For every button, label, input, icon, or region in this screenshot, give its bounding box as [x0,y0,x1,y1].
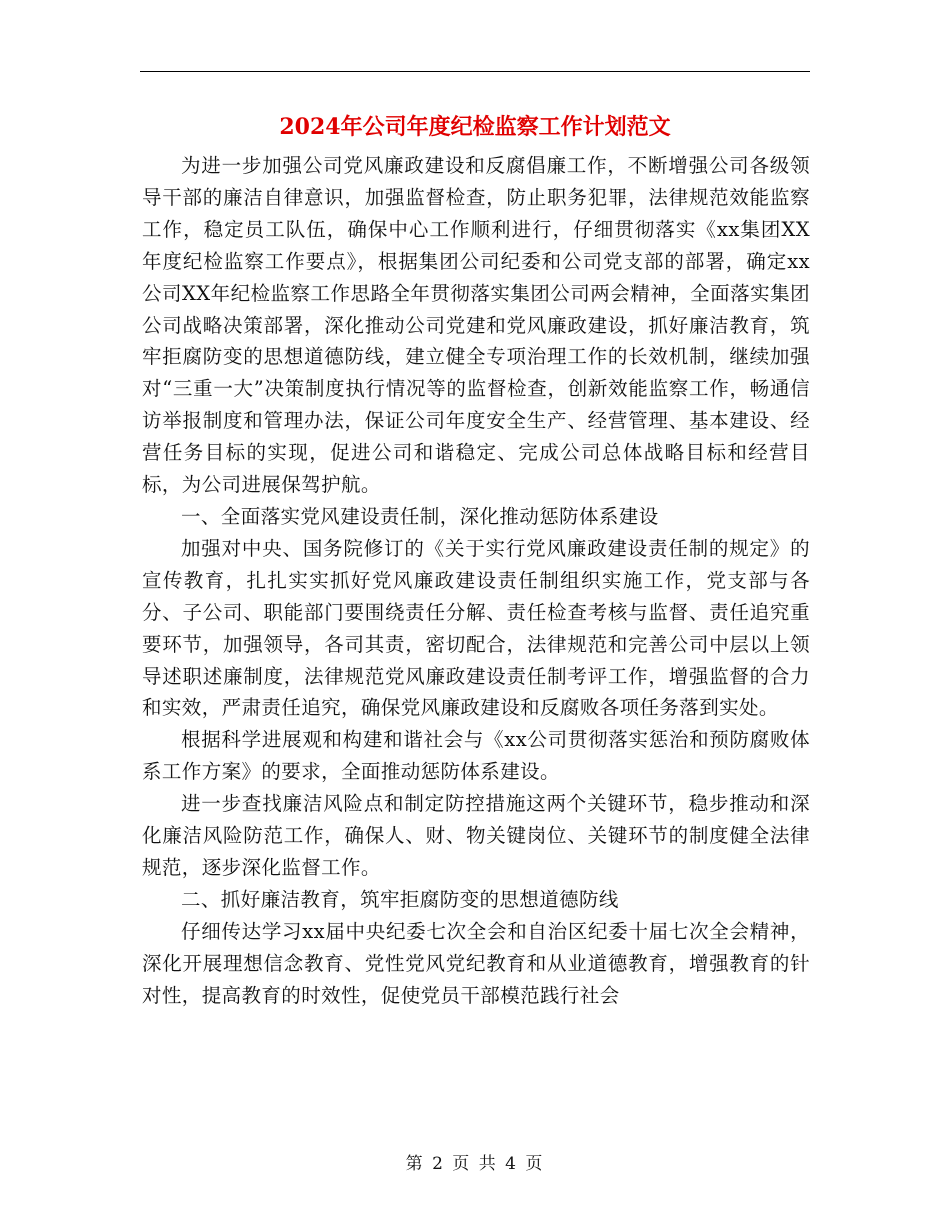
document-body [142,150,810,1011]
paragraph-risk-points: 进一步查找廉洁风险点和制定防控措施这两个关键环节，稳步推动和深化廉洁风险防范工作，确保人、财、物关键岗位、关键环节的制度健全法律规范，逐步深化监督工作。 [142,792,810,879]
section-heading-1: 一、全面落实党风建设责任制，深化推动惩防体系建设 [181,504,659,528]
page-number-footer: 第 2 页 共 4 页 [405,1154,545,1174]
paragraph-education: 仔细传达学习xx届中央纪委七次全会和自治区纪委十届七次全会精神，深化开展理想信念教育、党性党风党纪教育和从业道德教育，增强教育的针对性，提高教育的时效性，促使党员干部模范践行社会 [142,919,810,1007]
document-title: 2024年公司年度纪检监察工作计划范文 [279,114,671,140]
paragraph-intro: 为进一步加强公司党风廉政建设和反腐倡廉工作，不断增强公司各级领导干部的廉洁自律意识，加强监督检查，防止职务犯罪，法律规范效能监察工作，稳定员工队伍，确保中心工作顺利进行，仔细贯彻落实《xx集团XX年度纪检监察工作要点》，根据集团公司纪委和公司党支部的部署，确定xx公司XX年纪检监察工作思路全年贯彻落实集团公司两会精神，全面落实集团公司战略决策部署，深化推动公司党建和党风廉政建设，抓好廉洁教育，筑牢拒腐防变的思想道德防线，建立健全专项治理工作的长效机制，继续加强对“三重一大”决策制度执行情况等的监督检查，创新效能监察工作，畅通信访举报制度和管理办法，保证公司年度安全生产、经营管理、基本建设、经营任务目标的实现，促进公司和谐稳定、完成公司总体战略目标和经营目标，为公司进展保驾护航。 [142,154,810,497]
paragraph-prevention-system: 根据科学进展观和构建和谐社会与《xx公司贯彻落实惩治和预防腐败体系工作方案》的要求，全面推动惩防体系建设。 [142,728,810,784]
paragraph-responsibility: 加强对中央、国务院修订的《关于实行党风廉政建设责任制的规定》的宣传教育，扎扎实实抓好党风廉政建设责任制组织实施工作，党支部与各分、子公司、职能部门要围绕责任分解、责任检查考核与监督、责任追究重要环节，加强领导，各司其责，密切配合，法律规范和完善公司中层以上领导述职述廉制度，法律规范党风廉政建设责任制考评工作，增强监督的合力和实效，严肃责任追究，确保党风廉政建设和反腐败各项任务落到实处。 [142,536,810,720]
section-heading-2: 二、抓好廉洁教育，筑牢拒腐防变的思想道德防线 [181,887,619,911]
header-rule [140,71,810,72]
